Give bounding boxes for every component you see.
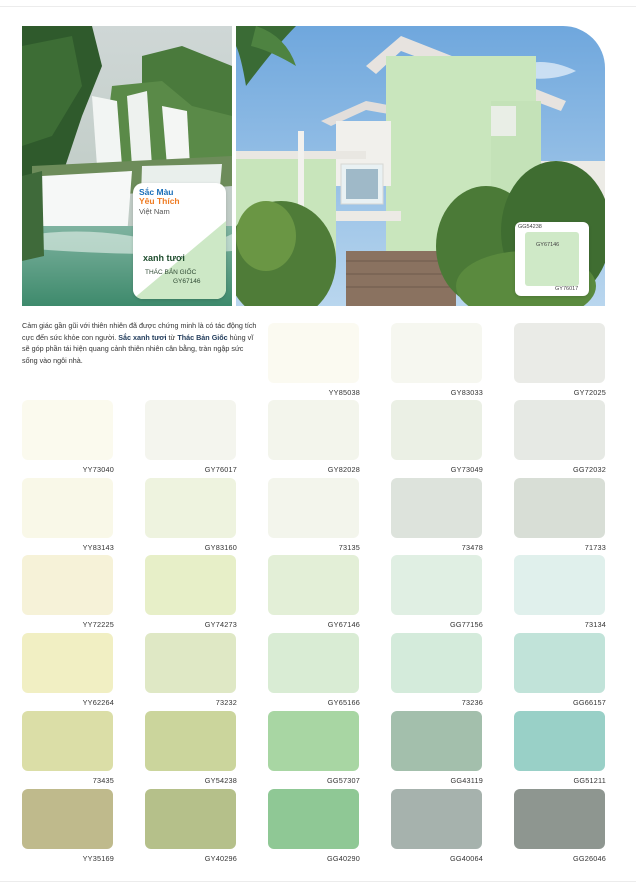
house-code-center: GY67146 [536, 242, 560, 248]
swatch-code-label: GY76017 [204, 465, 237, 474]
color-swatch [391, 478, 482, 538]
swatch-code-label: 71733 [584, 543, 606, 552]
intro-paragraph [22, 320, 258, 366]
color-swatch [514, 478, 605, 538]
color-swatch [145, 633, 236, 693]
color-swatch [145, 478, 236, 538]
swatch-code-label: YY35169 [82, 854, 114, 863]
swatch-code-label: GY54238 [204, 776, 237, 785]
color-swatch [145, 555, 236, 615]
swatch-code-label: GY72025 [573, 388, 606, 397]
color-swatch [268, 400, 359, 460]
swatch-code-label: GG72032 [572, 465, 606, 474]
color-swatch [145, 789, 236, 849]
feature-location: THÁC BẢN GIỐC [145, 269, 197, 276]
color-swatch [514, 400, 605, 460]
color-swatch [391, 323, 482, 383]
intro-text-2: từ [166, 332, 178, 342]
color-swatch [391, 633, 482, 693]
swatch-code-label: GY40296 [204, 854, 237, 863]
swatch-code-label: GY83033 [450, 388, 483, 397]
color-swatch [391, 555, 482, 615]
bottom-rule [0, 881, 636, 882]
swatch-code-label: YY73040 [82, 465, 114, 474]
house-swatch [525, 232, 579, 286]
brand-card [133, 183, 226, 299]
swatch-code-label: GY67146 [327, 620, 360, 629]
swatch-code-label: GG26046 [572, 854, 606, 863]
swatch-code-label: GY65166 [327, 698, 360, 707]
swatch-code-label: 73232 [215, 698, 237, 707]
intro-text-3: hùng vĩ sẽ góp phần tái hiện quang cảnh thiên nhiên cân bằng, tràn ngập sức sống vào ngôi nhà. [22, 332, 254, 365]
swatch-code-label: YY72225 [82, 620, 114, 629]
color-swatch [145, 400, 236, 460]
house-code-bottom: GY76017 [555, 286, 579, 292]
color-swatch [268, 633, 359, 693]
color-swatch [22, 711, 113, 771]
swatch-code-label: YY85038 [328, 388, 360, 397]
swatch-code-label: GG57307 [326, 776, 360, 785]
color-swatch [391, 400, 482, 460]
color-swatch [514, 323, 605, 383]
feature-code: GY67146 [173, 278, 201, 285]
color-swatch [514, 555, 605, 615]
color-swatch [391, 789, 482, 849]
house-code-top: GG54238 [518, 224, 542, 230]
swatch-code-label: GG40064 [449, 854, 483, 863]
color-swatch [22, 400, 113, 460]
swatch-code-label: GG51211 [573, 776, 606, 785]
swatch-code-label: GY73049 [450, 465, 483, 474]
color-swatch [22, 789, 113, 849]
color-swatch [268, 555, 359, 615]
swatch-code-label: YY62264 [82, 698, 114, 707]
color-swatch [268, 478, 359, 538]
color-swatch [514, 711, 605, 771]
brand-logo-line3: Việt Nam [139, 207, 170, 216]
swatch-code-label: 73478 [461, 543, 483, 552]
intro-text-1: Cảm giác gần gũi với thiên nhiên đã được chứng minh là có tác động tích cực đến sức khỏe con người. [22, 321, 257, 342]
swatch-code-label: GG40290 [326, 854, 360, 863]
color-swatch [268, 789, 359, 849]
swatch-code-label: 73236 [461, 698, 483, 707]
color-swatch [145, 711, 236, 771]
color-swatch [22, 555, 113, 615]
swatch-code-label: 73435 [92, 776, 114, 785]
swatch-code-label: YY83143 [82, 543, 114, 552]
house-swatch-card [515, 222, 589, 296]
color-swatch [22, 633, 113, 693]
swatch-code-label: 73135 [338, 543, 360, 552]
color-swatch [514, 789, 605, 849]
intro-bold-2: Thác Bản Giốc [177, 332, 228, 342]
swatch-code-label: GY83160 [204, 543, 237, 552]
intro-bold-1: Sắc xanh tươi [118, 332, 167, 342]
swatch-code-label: GY74273 [204, 620, 237, 629]
color-swatch [514, 633, 605, 693]
top-rule [0, 6, 636, 7]
feature-color-name: xanh tươi [143, 253, 185, 263]
swatch-code-label: 73134 [584, 620, 606, 629]
color-swatch [268, 711, 359, 771]
brand-logo-line2: Yêu Thích [139, 196, 180, 206]
color-swatch [268, 323, 359, 383]
color-swatch [22, 478, 113, 538]
swatch-code-label: GG43119 [450, 776, 483, 785]
brand-logo-line1: Sắc Màu [139, 187, 174, 197]
swatch-code-label: GG66157 [572, 698, 606, 707]
color-swatch [391, 711, 482, 771]
swatch-code-label: GY82028 [327, 465, 360, 474]
swatch-code-label: GG77156 [449, 620, 483, 629]
